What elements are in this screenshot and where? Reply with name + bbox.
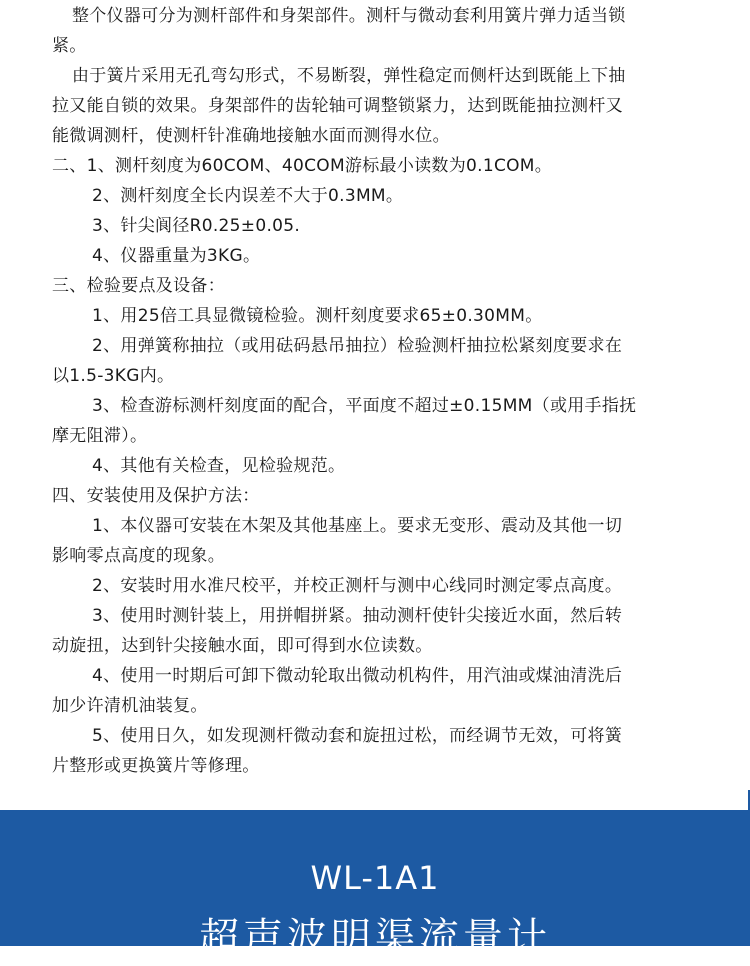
list-item: 5、使用日久，如发现测杆微动套和旋扭过松，而经调节无效，可将簧 [92, 726, 623, 746]
list-item: 4、其他有关检查，见检验规范。 [92, 456, 346, 476]
paragraph-line: 紧。 [52, 36, 87, 56]
section-heading: 二、1、测杆刻度为60COM、40COM游标最小读数为0.1COM。 [52, 156, 553, 176]
paragraph-line: 拉又能自锁的效果。身架部件的齿轮轴可调整锁紧力，达到既能抽拉测杆又 [52, 96, 623, 116]
list-item-continuation: 片整形或更换簧片等修理。 [52, 756, 260, 776]
list-item: 2、用弹簧称抽拉（或用砝码悬吊抽拉）检验测杆抽拉松紧刻度要求在 [92, 336, 623, 356]
list-item: 3、使用时测针装上，用拼帽拼紧。抽动测杆使针尖接近水面，然后转 [92, 606, 623, 626]
list-item-continuation: 加少许清机油装复。 [52, 696, 208, 716]
paragraph-line: 由于簧片采用无孔弯勾形式，不易断裂，弹性稳定而侧杆达到既能上下抽 [72, 66, 626, 86]
list-item: 2、安装时用水准尺校平，并校正测杆与测中心线同时测定零点高度。 [92, 576, 623, 596]
list-item: 1、用25倍工具显微镜检验。测杆刻度要求65±0.30MM。 [92, 306, 543, 326]
list-item-continuation: 摩无阻滞）。 [52, 426, 148, 446]
model-number: WL-1A1 [310, 859, 440, 897]
list-item: 2、测杆刻度全长内误差不大于0.3MM。 [92, 186, 404, 206]
section-heading: 三、检验要点及设备： [52, 276, 225, 296]
paragraph-line: 能微调测杆，使测杆针准确地接触水面而测得水位。 [52, 126, 450, 146]
list-item: 3、检查游标测杆刻度面的配合，平面度不超过±0.15MM（或用手指抚 [92, 396, 637, 416]
list-item: 4、使用一时期后可卸下微动轮取出微动机构件，用汽油或煤油清洗后 [92, 666, 623, 686]
product-title: 超声波明渠流量计 [199, 915, 551, 961]
section-heading: 四、安装使用及保护方法： [52, 486, 260, 506]
list-item-continuation: 影响零点高度的现象。 [52, 546, 225, 566]
list-item-continuation: 以1.5-3KG内。 [52, 366, 175, 386]
paragraph-line: 整个仪器可分为测杆部件和身架部件。测杆与微动套利用簧片弹力适当锁 [72, 6, 626, 26]
list-item: 4、仪器重量为3KG。 [92, 246, 261, 266]
list-item: 3、针尖阆径R0.25±0.05. [92, 216, 301, 236]
list-item-continuation: 动旋扭，达到针尖接触水面，即可得到水位读数。 [52, 636, 433, 656]
list-item: 1、本仪器可安装在木架及其他基座上。要求无变形、震动及其他一切 [92, 516, 623, 536]
